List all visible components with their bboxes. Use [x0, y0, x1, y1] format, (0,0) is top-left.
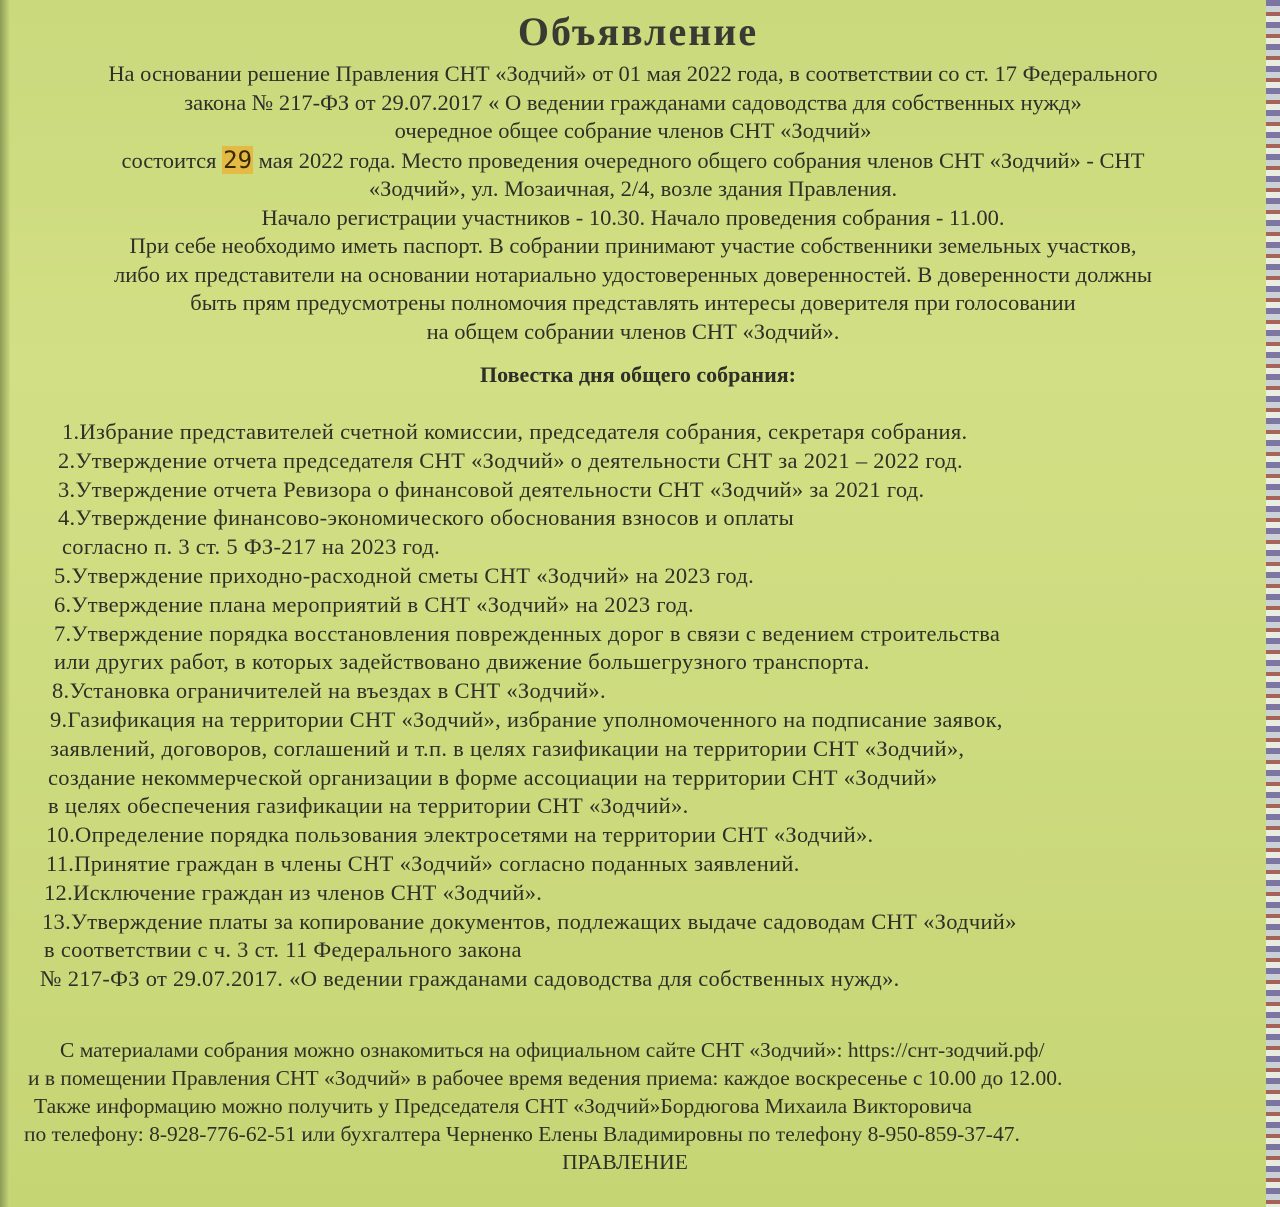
intro-line: Начало регистрации участников - 10.30. Начало проведения собрания - 11.00. [261, 204, 1005, 230]
intro-line: либо их представители на основании нотариально удостоверенных доверенностей. В доверенности должны [114, 261, 1152, 287]
date-prefix: состоится [121, 147, 223, 173]
agenda-item: 7.Утверждение порядка восстановления поврежденных дорог в связи с ведением строительства [54, 620, 1001, 646]
agenda-item: 6.Утверждение плана мероприятий в СНТ «Зодчий» на 2023 год. [54, 591, 694, 617]
agenda-item-continuation: в соответствии с ч. 3 ст. 11 Федерального закона [44, 937, 522, 963]
agenda-item: 3.Утверждение отчета Ревизора о финансовой деятельности СНТ «Зодчий» за 2021 год. [58, 476, 925, 502]
notice-title: Объявление [517, 9, 759, 54]
signature: ПРАВЛЕНИЕ [562, 1150, 688, 1174]
intro-line: «Зодчий», ул. Мозаичная, 2/4, возле здания Правления. [368, 176, 898, 201]
intro-line: закона № 217-ФЗ от 29.07.2017 « О ведении гражданами садоводства для собственных нужд» [184, 89, 1082, 115]
agenda-item: 5.Утверждение приходно-расходной сметы СНТ «Зодчий» на 2023 год. [54, 562, 754, 588]
footer-line: и в помещении Правления СНТ «Зодчий» в рабочее время ведения приема: каждое воскресенье с 10.00 до 12.00. [28, 1066, 1063, 1090]
footer-info [24, 1036, 1226, 1176]
intro-line: на общем собрании членов СНТ «Зодчий». [426, 318, 840, 344]
agenda-item: 4.Утверждение финансово-экономического обоснования взносов и оплаты [58, 505, 795, 531]
notice-sheet [10, 0, 1266, 1207]
footer-line: по телефону: 8-928-776-62-51 или бухгалтера Черненко Елены Владимировны по телефону 8-950-859-37-47. [24, 1122, 1020, 1146]
agenda-heading: Повестка дня общего собрания: [480, 362, 796, 387]
agenda-item-continuation: согласно п. 3 ст. 5 ФЗ-217 на 2023 год. [62, 534, 441, 560]
agenda-item: 13.Утверждение платы за копирование документов, подлежащих выдаче садоводам СНТ «Зодчий» [42, 908, 1017, 934]
intro-paragraph [30, 60, 1236, 346]
agenda-item-continuation: или других работ, в которых задействовано движение большегрузного транспорта. [54, 649, 870, 675]
intro-line: быть прям предусмотрены полномочия представлять интересы доверителя при голосовании [190, 290, 1076, 315]
agenda-item: 1.Избрание представителей счетной комиссии, председателя собрания, секретаря собрания. [62, 419, 968, 444]
agenda-item-continuation: заявлений, договоров, соглашений и т.п. в целях газификации на территории СНТ «Зодчий», [50, 735, 965, 761]
agenda-item: 8.Установка ограничителей на въездах в СНТ «Зодчий». [52, 678, 606, 704]
intro-line: При себе необходимо иметь паспорт. В собрании принимают участие собственники земельных участков, [129, 233, 1137, 258]
date-suffix: мая 2022 года. Место проведения очередного общего собрания членов СНТ «Зодчий» - СНТ [253, 147, 1145, 173]
agenda-item-continuation: создание некоммерческой организации в форме ассоциации на территории СНТ «Зодчий» [48, 764, 938, 790]
agenda-item: 9.Газификация на территории СНТ «Зодчий», избрание уполномоченного на подписание заявок, [50, 706, 1003, 732]
footer-line: Также информацию можно получить у Председателя СНТ «Зодчий»Бордюгова Михаила Викторовича [34, 1094, 972, 1118]
agenda-item-continuation: № 217-ФЗ от 29.07.2017. «О ведении гражданами садоводства для собственных нужд». [40, 966, 900, 992]
agenda-item: 12.Исключение граждан из членов СНТ «Зодчий». [44, 879, 543, 905]
agenda-list [34, 418, 1206, 994]
intro-line: На основании решение Правления СНТ «Зодчий» от 01 мая 2022 года, в соответствии со ст. 17 Федерального [108, 61, 1158, 86]
footer-line: С материалами собрания можно ознакомиться на официальном сайте СНТ «Зодчий»: https://снт-зодчий.рф/ [60, 1038, 1045, 1062]
agenda-item-continuation: в целях обеспечения газификации на территории СНТ «Зодчий». [48, 793, 689, 819]
handwritten-date: 29 [223, 145, 253, 174]
curtain-edge [1266, 0, 1280, 1207]
intro-line: очередное общее собрание членов СНТ «Зодчий» [394, 118, 872, 143]
agenda-item: 10.Определение порядка пользования электросетями на территории СНТ «Зодчий». [46, 822, 874, 848]
agenda-item: 11.Принятие граждан в члены СНТ «Зодчий» согласно поданных заявлений. [46, 850, 800, 876]
paper-shadow-left [0, 0, 10, 1207]
intro-line-date [30, 146, 1236, 176]
agenda-item: 2.Утверждение отчета председателя СНТ «Зодчий» о деятельности СНТ за 2021 – 2022 год. [58, 447, 963, 473]
